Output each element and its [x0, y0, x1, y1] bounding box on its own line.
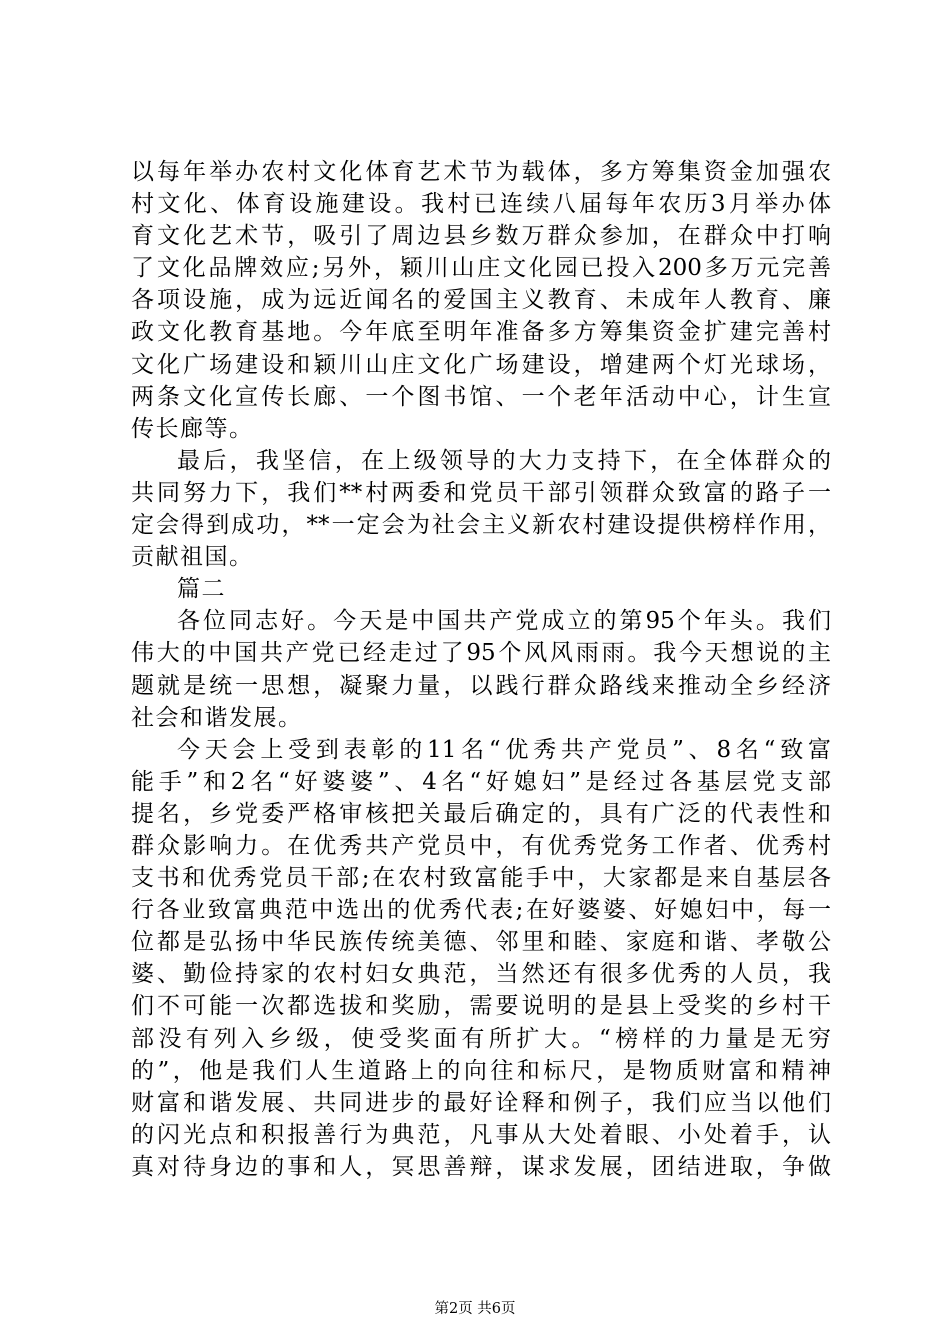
text-line: 村文化、体育设施建设。我村已连续八届每年农历3月举办体	[131, 191, 831, 218]
text-line: 们不可能一次都选拔和奖励，需要说明的是县上受奖的乡村干	[131, 993, 831, 1020]
text-line: 伟大的中国共产党已经走过了95个风风雨雨。我今天想说的主	[131, 640, 831, 667]
text-line: 提名，乡党委严格审核把关最后确定的，具有广泛的代表性和	[131, 800, 831, 827]
text-line: 以每年举办农村文化体育艺术节为载体，多方筹集资金加强农	[131, 159, 831, 185]
text-line: 群众影响力。在优秀共产党员中，有优秀党务工作者、优秀村	[131, 832, 831, 859]
text-line: 共同努力下，我们**村两委和党员干部引领群众致富的路子一	[131, 479, 831, 506]
text-line: 支书和优秀党员干部;在农村致富能手中，大家都是来自基层各	[131, 865, 831, 892]
text-line: 两条文化宣传长廊、一个图书馆、一个老年活动中心，计生宣	[131, 383, 831, 410]
text-line: 真对待身边的事和人，冥思善辩，谋求发展，团结进取，争做	[131, 1153, 831, 1180]
text-line: 贡献祖国。	[131, 544, 254, 571]
text-line: 育文化艺术节，吸引了周边县乡数万群众参加，在群众中打响	[131, 223, 831, 250]
text-line: 篇二	[177, 576, 226, 603]
text-line: 的闪光点和积报善行为典范，凡事从大处着眼、小处着手，认	[131, 1121, 831, 1148]
document-body	[131, 156, 831, 1183]
text-line: 了文化品牌效应;另外，颖川山庄文化园已投入200多万元完善	[131, 255, 831, 282]
text-line: 各位同志好。今天是中国共产党成立的第95个年头。我们	[177, 608, 831, 635]
text-line: 今天会上受到表彰的11名“优秀共产党员”、8名“致富	[177, 736, 831, 763]
text-line: 各项设施，成为远近闻名的爱国主义教育、未成年人教育、廉	[131, 287, 831, 314]
text-line: 财富和谐发展、共同进步的最好诠释和例子，我们应当以他们	[131, 1089, 831, 1116]
text-line: 题就是统一思想，凝聚力量，以践行群众路线来推动全乡经济	[131, 672, 831, 699]
page-footer	[0, 1300, 950, 1318]
text-line: 的”，他是我们人生道路上的向往和标尺，是物质财富和精神	[131, 1057, 831, 1084]
text-line: 最后，我坚信，在上级领导的大力支持下，在全体群众的	[177, 447, 831, 474]
text-line: 社会和谐发展。	[131, 704, 303, 731]
text-line: 能手”和2名“好婆婆”、4名“好媳妇”是经过各基层党支部	[131, 768, 831, 795]
text-line: 部没有列入乡级，使受奖面有所扩大。“榜样的力量是无穷	[131, 1025, 831, 1052]
text-line: 行各业致富典范中选出的优秀代表;在好婆婆、好媳妇中，每一	[131, 897, 831, 924]
text-line: 定会得到成功，**一定会为社会主义新农村建设提供榜样作用，	[131, 512, 831, 539]
text-line: 位都是弘扬中华民族传统美德、邻里和睦、家庭和谐、孝敬公	[131, 929, 831, 956]
text-line: 婆、勤俭持家的农村妇女典范，当然还有很多优秀的人员，我	[131, 961, 831, 988]
page-number-label: 第2页 共6页	[434, 1301, 516, 1317]
text-line: 政文化教育基地。今年底至明年准备多方筹集资金扩建完善村	[131, 319, 831, 346]
text-line: 文化广场建设和颖川山庄文化广场建设，增建两个灯光球场，	[131, 351, 831, 378]
text-line: 传长廊等。	[131, 415, 254, 442]
